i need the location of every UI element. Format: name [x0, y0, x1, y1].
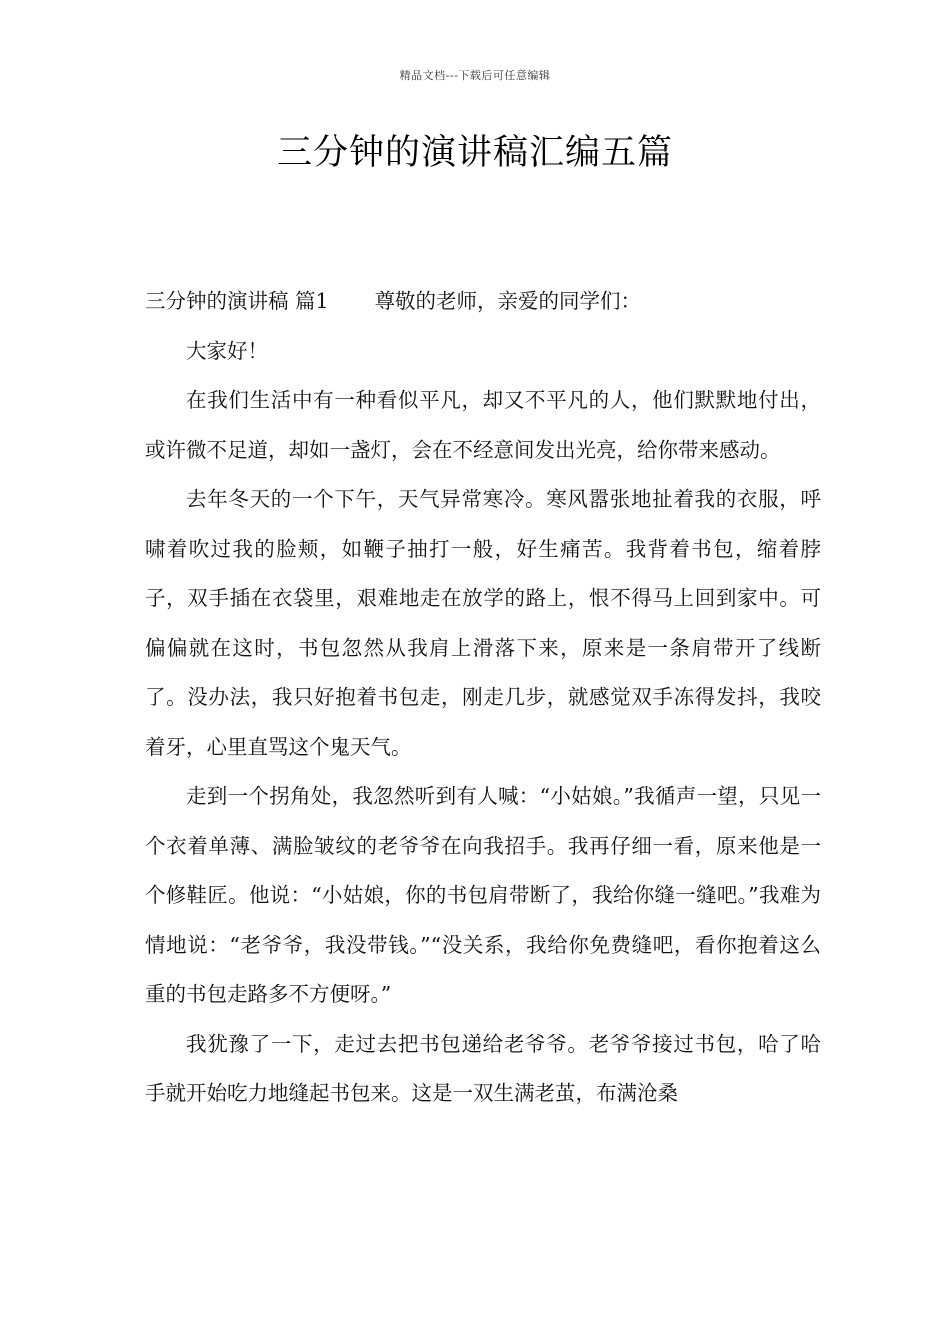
paragraph-sewing: 我犹豫了一下，走过去把书包递给老爷爷。老爷爷接过书包，哈了哈手就开始吃力地缝起书包来。这是一双生满老茧，布满沧桑: [145, 1031, 821, 1105]
page-header-note: 精品文档---下载后可任意编辑: [399, 69, 551, 82]
document-body: [145, 277, 821, 1119]
paragraph-cobbler: 走到一个拐角处，我忽然听到有人喊：“小姑娘。”我循声一望，只见一个衣着单薄、满脸皱纹的老爷爷在向我招手。我再仔细一看，原来他是一个修鞋匠。他说：“小姑娘，你的书包肩带断了，我给你缝一缝吧。”我难为情地说：“老爷爷，我没带钱。”“没关系，我给你免费缝吧，看你抱着这么重的书包走路多不方便呀。”: [145, 784, 821, 1006]
salutation: 尊敬的老师，亲爱的同学们：: [374, 289, 642, 313]
section-heading-line: [145, 277, 821, 327]
paragraph-greeting: 大家好！: [186, 338, 268, 363]
paragraph-intro: 在我们生活中有一种看似平凡，却又不平凡的人，他们默默地付出，或许微不足道，却如一盏灯，会在不经意间发出光亮，给你带来感动。: [145, 388, 821, 462]
section-heading: 三分钟的演讲稿 篇1: [145, 289, 329, 313]
document-title: 三分钟的演讲稿汇编五篇: [276, 133, 673, 173]
paragraph-winter-afternoon: 去年冬天的一个下午，天气异常寒冷。寒风嚣张地扯着我的衣服，呼啸着吹过我的脸颊，如鞭子抽打一般，好生痛苦。我背着书包，缩着脖子，双手插在衣袋里，艰难地走在放学的路上，恨不得马上回到家中。可偏偏就在这时，书包忽然从我肩上滑落下来，原来是一条肩带开了线断了。没办法，我只好抱着书包走，刚走几步，就感觉双手冻得发抖，我咬着牙，心里直骂这个鬼天气。: [145, 487, 821, 759]
